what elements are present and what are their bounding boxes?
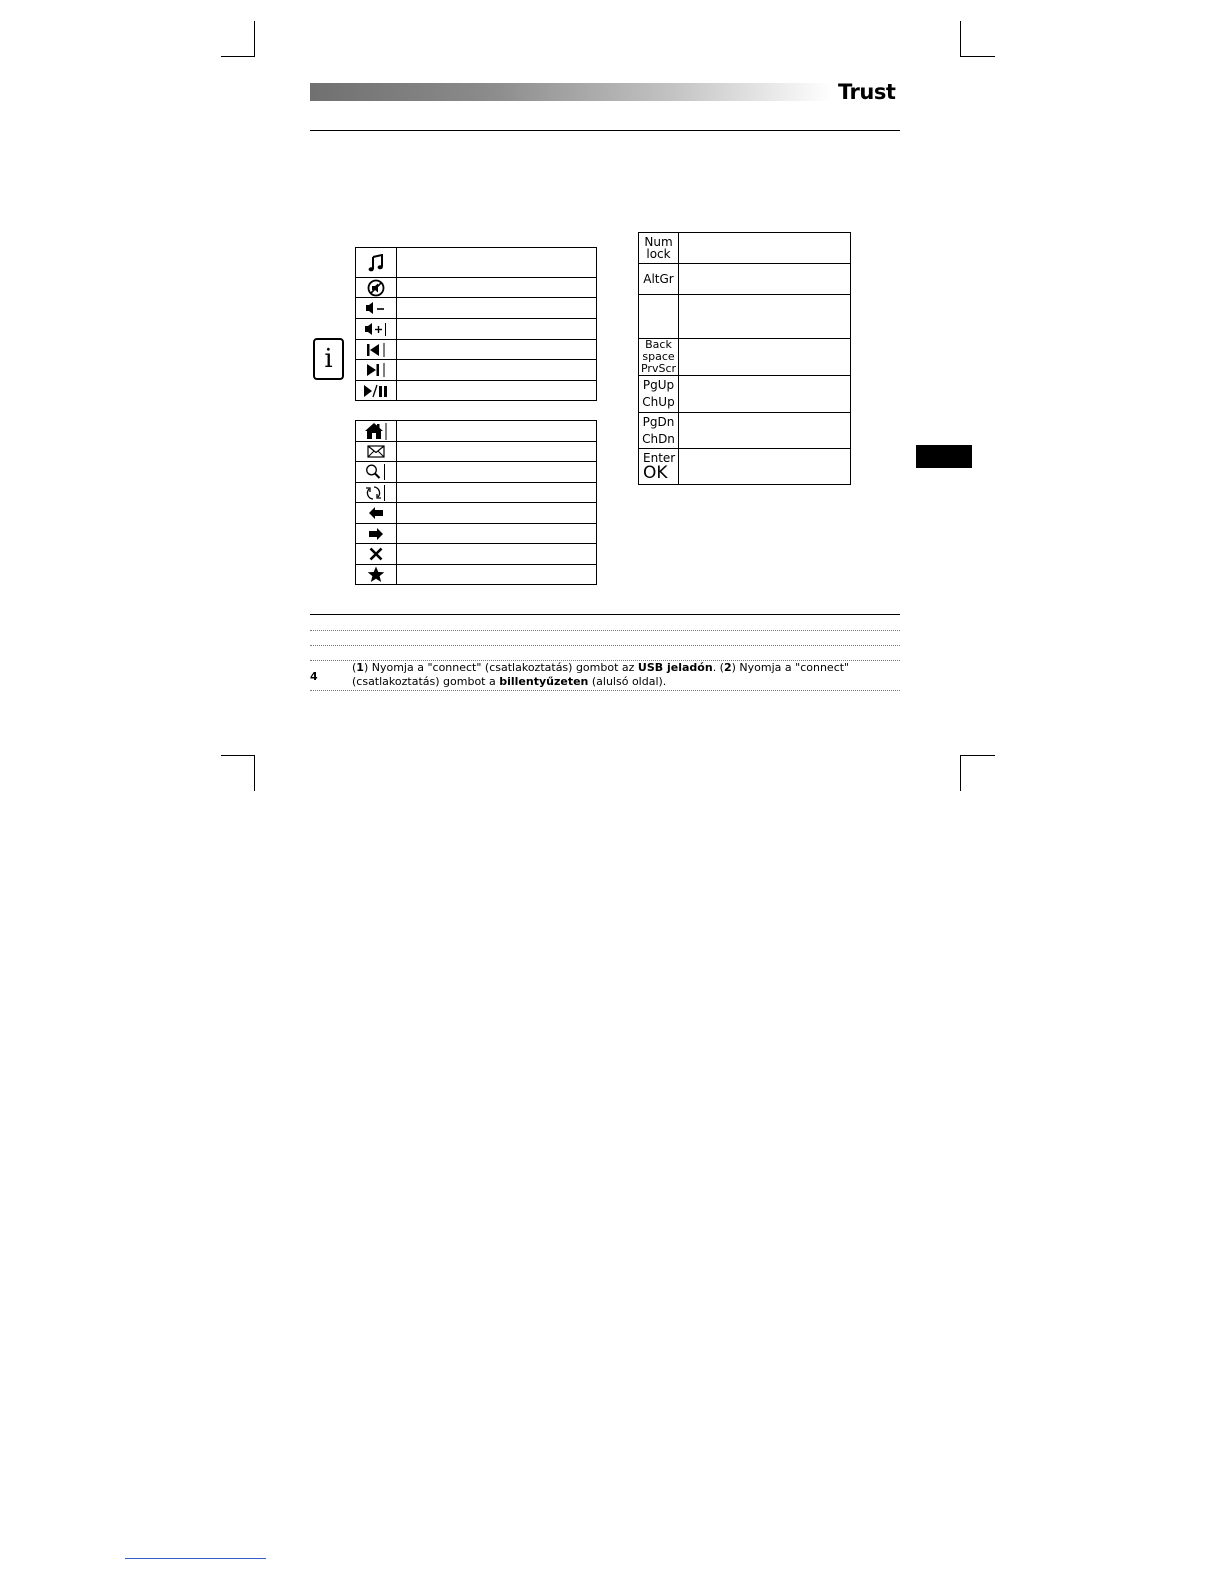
ok-label: OK xyxy=(643,462,668,483)
crop-mark-bottom-left-h xyxy=(221,755,255,756)
internet-key-cell xyxy=(356,421,397,442)
crop-mark-bottom-right-h xyxy=(960,755,995,756)
favorites-star-icon xyxy=(367,566,385,583)
pgdn-description xyxy=(679,413,851,449)
internet-key-cell xyxy=(356,565,397,585)
media-key-description xyxy=(397,278,597,298)
crop-mark-top-right-v xyxy=(960,21,961,57)
mail-icon xyxy=(367,445,385,458)
internet-key-cell xyxy=(356,524,397,544)
media-key-description xyxy=(397,340,597,360)
media-key-cell xyxy=(356,248,397,278)
numlock-label-line1: Num xyxy=(644,235,673,249)
steps-row-divider xyxy=(310,630,900,631)
pgup-key-cell xyxy=(639,376,679,413)
media-key-cell xyxy=(356,381,397,401)
search-icon xyxy=(365,464,387,480)
step-instruction: (1) Nyomja a "connect" (csatlakoztatás) gombot az USB jeladón. (2) Nyomja a "connect" (csatlakoztatás) gombot a billentyűzeten (alulsó oldal). xyxy=(352,661,850,688)
home-icon xyxy=(364,422,388,440)
forward-arrow-icon xyxy=(368,527,384,541)
pgdn-key-cell xyxy=(639,413,679,449)
altgr-key-cell xyxy=(639,264,679,295)
media-key-description xyxy=(397,381,597,401)
blank-key-cell xyxy=(639,295,679,339)
enter-key-cell xyxy=(639,449,679,485)
internet-key-description xyxy=(397,544,597,565)
header-gradient-bar xyxy=(310,83,832,101)
play-pause-icon xyxy=(363,384,389,398)
volume-down-icon xyxy=(365,301,387,315)
backspace-key-cell xyxy=(639,339,679,376)
volume-up-icon xyxy=(364,322,388,336)
numlock-description xyxy=(679,233,851,264)
internet-key-cell xyxy=(356,503,397,524)
media-key-cell xyxy=(356,360,397,381)
internet-key-cell xyxy=(356,442,397,462)
crop-mark-top-left-v xyxy=(254,21,255,57)
media-key-cell xyxy=(356,298,397,319)
media-key-cell xyxy=(356,278,397,298)
section-tab-marker xyxy=(916,445,972,468)
header-rule xyxy=(310,130,900,131)
internet-key-description xyxy=(397,483,597,503)
next-track-icon xyxy=(366,363,386,377)
altgr-description xyxy=(679,264,851,295)
internet-key-description xyxy=(397,421,597,442)
internet-key-cell xyxy=(356,544,397,565)
media-key-cell xyxy=(356,340,397,360)
media-key-description xyxy=(397,248,597,278)
internet-key-description xyxy=(397,442,597,462)
blank-key-description xyxy=(679,295,851,339)
enter-description xyxy=(679,449,851,485)
chup-label: ChUp xyxy=(642,395,675,409)
crop-mark-top-right-h xyxy=(960,56,995,57)
trust-logo: Trust xyxy=(838,80,896,104)
stop-icon xyxy=(369,547,383,561)
step-number: 4 xyxy=(310,670,318,683)
pgup-label: PgUp xyxy=(642,378,675,392)
crop-mark-bottom-left-v xyxy=(254,755,255,791)
media-keys-table xyxy=(355,247,597,401)
crop-mark-top-left-h xyxy=(221,56,255,57)
previous-track-icon xyxy=(366,343,386,357)
music-note-icon xyxy=(368,254,384,272)
numlock-key-cell xyxy=(639,233,679,264)
pgup-description xyxy=(679,376,851,413)
internet-key-description xyxy=(397,503,597,524)
backspace-label-line1: Back xyxy=(645,338,672,351)
internet-key-cell xyxy=(356,483,397,503)
steps-row-divider xyxy=(310,690,900,691)
mute-icon xyxy=(367,279,385,297)
media-key-description xyxy=(397,360,597,381)
footer-link-underline[interactable] xyxy=(125,1558,266,1559)
special-keys-table xyxy=(638,232,851,485)
refresh-icon xyxy=(365,485,387,501)
internet-keys-table xyxy=(355,420,597,585)
internet-key-description xyxy=(397,524,597,544)
media-key-description xyxy=(397,319,597,340)
internet-key-description xyxy=(397,462,597,483)
steps-top-rule xyxy=(310,614,900,615)
numlock-label-line2: lock xyxy=(646,247,671,261)
steps-row-divider xyxy=(310,645,900,646)
altgr-label: AltGr xyxy=(643,272,674,286)
pgdn-label: PgDn xyxy=(642,414,675,429)
media-key-description xyxy=(397,298,597,319)
internet-key-cell xyxy=(356,462,397,483)
chdn-label: ChDn xyxy=(642,431,675,446)
back-arrow-icon xyxy=(368,506,384,520)
backspace-label-line3: PrvScr xyxy=(640,362,677,375)
crop-mark-bottom-right-v xyxy=(960,755,961,791)
backspace-description xyxy=(679,339,851,376)
enter-label: Enter xyxy=(643,450,676,465)
media-key-cell xyxy=(356,319,397,340)
internet-key-description xyxy=(397,565,597,585)
info-icon: i xyxy=(313,338,344,380)
backspace-label-line2: space xyxy=(642,350,675,363)
